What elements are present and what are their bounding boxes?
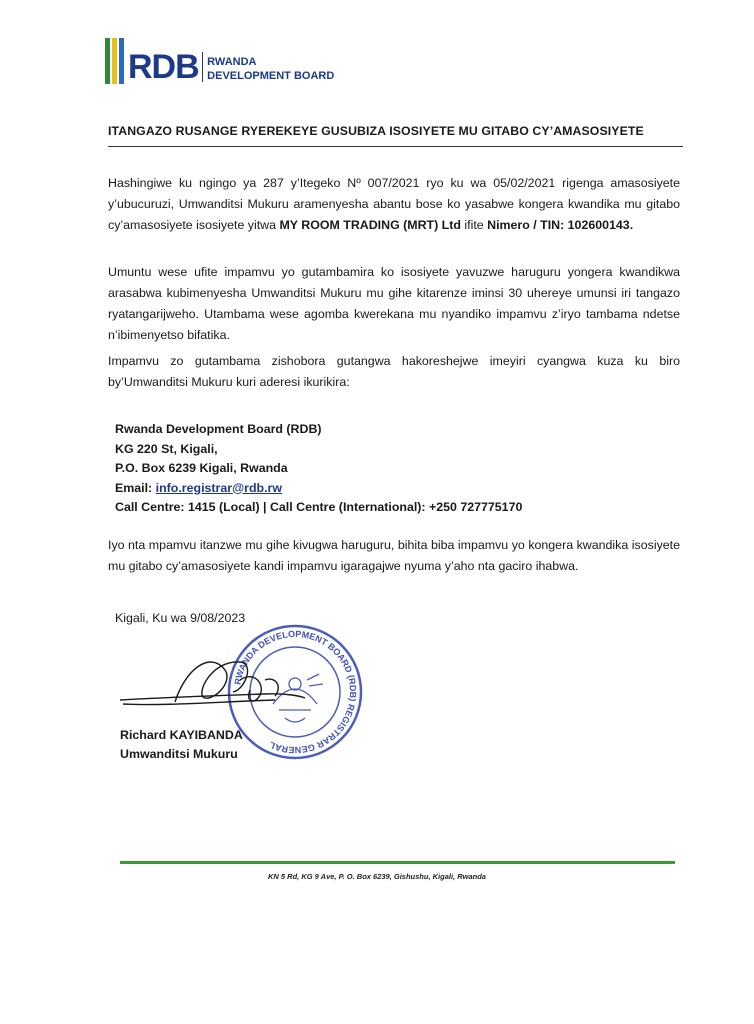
paragraph-3: Impamvu zo gutambama zishobora gutangwa hakoreshejwe imeyiri cyangwa kuza ku biro by’Umwanditsi Mukuru kuri aderesi ikurikira:	[108, 354, 680, 389]
logo-abbr: RDB	[128, 48, 199, 86]
rdb-logo	[105, 36, 334, 84]
logo-line2: DEVELOPMENT BOARD	[207, 70, 335, 82]
contact-email-line	[115, 479, 522, 499]
paragraph-4: Iyo nta mpamvu itanzwe mu gihe kivugwa haruguru, bihita biba impamvu yo kongera kwandika isosiyete mu gitabo cy’amasosiyete kandi impamvu igaragajwe nyuma y’aho nta gaciro ihabwa.	[108, 538, 680, 573]
email-link[interactable]: info.registrar@rdb.rw	[155, 480, 283, 495]
footer-rule	[120, 861, 675, 864]
email-label: Email:	[115, 480, 156, 495]
logo-line1: RWANDA	[207, 56, 257, 68]
footer-address: KN 5 Rd, KG 9 Ave, P. O. Box 6239, Gishushu, Kigali, Rwanda	[268, 872, 486, 881]
logo-bar-green	[105, 38, 110, 84]
company-name: MY ROOM TRADING (MRT) Ltd	[279, 218, 461, 232]
company-tin: Nimero / TIN: 102600143.	[487, 218, 634, 232]
logo-subtitle	[207, 56, 334, 84]
signatory-title: Umwanditsi Mukuru	[120, 747, 238, 761]
signatory-name: Richard KAYIBANDA	[120, 728, 243, 742]
logo-separator	[202, 52, 204, 82]
svg-text:RWANDA DEVELOPMENT BOARD (RDB): RWANDA DEVELOPMENT BOARD (RDB) REGISTRAR GENERAL	[232, 628, 359, 756]
contact-call-centre: Call Centre: 1415 (Local) | Call Centre (International): +250 727775170	[115, 500, 523, 514]
p1-text-a: Hashingiwe ku ngingo ya 287 y’Itegeko Nº 007/2021 ryo ku wa 05/02/2021 rigenga amasosiyete y’ubucuruzi, Umwanditsi Mukuru aramenyesha abantu bose ko yasabwe kongera kwandika mu gitabo cy’amasosiyete isosiyete yitwa	[108, 176, 680, 232]
document-title: ITANGAZO RUSANGE RYEREKEYE GUSUBIZA ISOSIYETE MU GITABO CY’AMASOSIYETE	[108, 124, 644, 138]
p1-text-b: ifite	[460, 218, 488, 232]
contact-org: Rwanda Development Board (RDB)	[115, 422, 322, 436]
signatory-block	[120, 726, 243, 764]
logo-bar-yellow	[112, 38, 117, 84]
paragraph-1	[108, 173, 680, 236]
logo-color-bars	[105, 38, 124, 84]
contact-street: KG 220 St, Kigali,	[115, 441, 218, 456]
contact-address	[115, 420, 522, 518]
logo-bar-blue	[119, 38, 124, 84]
title-underline	[108, 146, 683, 147]
paragraph-2: Umuntu wese ufite impamvu yo gutambamira ko isosiyete yavuzwe haruguru yongera kwandikwa arasabwa kubimenyesha Umwanditsi Mukuru mu gihe kitarenze iminsi 30 uhereye umunsi iri tangazo ryatangarijweho. Utambama wese agomba kwerekana mu nyandiko impamvu z’iryo tambama ndetse n’ibimenyetso bifatika.	[108, 265, 680, 342]
date-line: Kigali, Ku wa 9/08/2023	[115, 611, 246, 625]
handwritten-signature	[115, 640, 315, 730]
contact-box: P.O. Box 6239 Kigali, Rwanda	[115, 461, 288, 475]
